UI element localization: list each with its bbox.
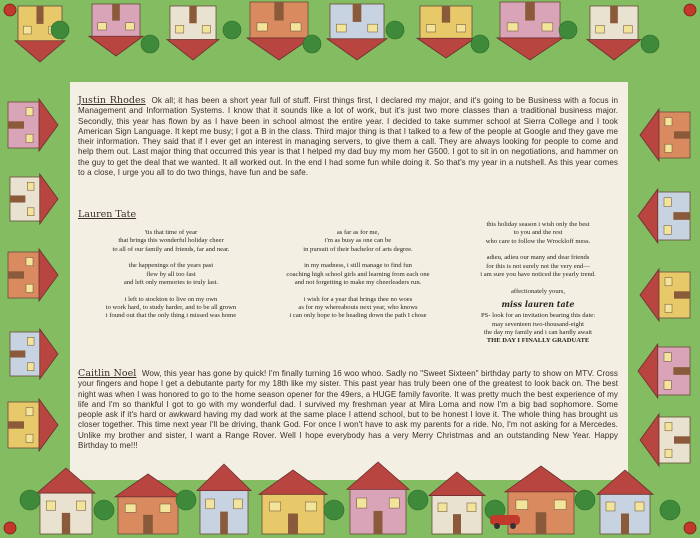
house-window [456,25,465,32]
poem-stanza: 'tis that time of year that brings this wonderful holiday cheer to all of our family and friends, far and near. [112,229,230,253]
caitlin-name: Caitlin Noel [78,368,137,379]
lauren-poem-col2 [263,229,453,329]
tree-crown [20,490,40,510]
house-door [673,367,690,375]
lauren-poem-col1 [86,229,256,329]
house-window [664,226,671,235]
justin-letter [78,96,618,178]
house-door [442,6,450,23]
house-window [269,502,280,511]
house-door [10,195,25,202]
house-window [624,25,633,33]
house-door [525,2,535,21]
house-door [674,436,690,443]
car-wheel [510,523,516,529]
house-door [220,512,228,534]
house-window [27,182,34,190]
house-window [664,198,671,207]
house-window [665,304,672,312]
house-window [507,23,518,31]
house-window [516,500,528,510]
house-window [26,108,33,116]
lauren-poem-col3 [458,221,618,346]
house-window [125,504,136,512]
lauren-ps [458,312,618,345]
house-door [621,514,629,534]
lauren-ps-text: PS- look for an invitation bearing this date: may seventeen two-thousand-eight the day my family and i can hardly await [480,312,596,336]
house-window [26,258,33,266]
poem-stanza: this holiday season i wish only the best to you and the rest who care to follow the Wrockloff mess. [485,221,591,245]
house-window [257,23,267,31]
house-window [357,498,367,508]
tree-crown [94,500,114,520]
house-window [426,25,435,32]
house-door [143,515,153,534]
tree-crown [176,490,196,510]
house-door [112,4,120,21]
house-window [126,23,135,30]
house-window [606,502,615,511]
tree-crown [575,490,595,510]
poem-stanza: i left to stockton to live on my own to work hard, to study harder, and to be all grown i found out that the only thing i missed was home [105,295,237,320]
tree-crown [660,500,680,520]
caitlin-body: Wow, this year has gone by quick! I'm finally turning 16 woo whoo. Sadly no "Sweet Sixteen" birthday party to show on MTV. Cross your fingers and hope I get a debutante party for my 18th like my sister. This past year has truly been one of the greatest to look back on. The best night was when I was honored to go to the home season opener for the 49ers, a HUGE family favorite. It was pretty much the best experience of my life and I'm so thankful I got to go with my wonderful dad. I survived my freshman year at Mira Loma and now I'm a big bad sophomore. Some people ask if it's hard or awkward having my dad work at the same place I attend school, but to be honest I love it. The whole thing has brought us closer together. This time next year I'll be driving, thank God. For once I won't have to ask my parents for a ride. No, I'm not asking for a Mercedes. Unlike my brother and sister, I want a Range Rover. Well I hope everybody has a very Merry Christmas and an outstanding New Year. Happy Birthday to me!!! [78,369,619,451]
house-door [674,131,690,138]
house-door [288,514,298,534]
rose-icon [684,522,696,534]
house-window [98,23,107,30]
house-window [336,24,346,32]
house-door [8,421,24,428]
house-window [665,144,672,152]
house-window [665,278,672,286]
poem-stanza: the happenings of the years past flew by all too fast and left only memories to truly last. [123,262,219,286]
rose-icon [4,522,16,534]
caitlin-letter [78,369,618,451]
house-door [453,514,461,534]
poem-closing: affectionately yours, [510,287,566,295]
house-window [160,504,171,512]
house-window [368,24,378,32]
house-window [26,284,33,292]
lauren-ps-graduate: THE DAY I FINALLY GRADUATE [486,337,590,345]
house-door [189,6,196,23]
house-window [596,25,605,33]
car-wheel [494,523,500,529]
house-door [610,6,618,23]
house-window [176,25,184,33]
house-door [8,121,24,128]
tree-crown [303,35,321,53]
rose-icon [684,4,696,16]
justin-body: Ok all; it has been a short year full of stuff. First things first, I declared my major, and it's going to be Business with a focus in Management and Information Systems. I know that it sounds like a lot of work, but it's just two more classes than a traditional business major. Secondly, this year has flown by as I have been in school almost the entire year. I decided to take summer school at Sierra College and I took American Sign Language. It kept me busy; I got a B in the class. Third major thing is that I talked to a few of the people at Google and they gave me their information. They said that if I ever get an interest in managing servers, to give them a call. They are always looking for people to come and help them out. Last major thing that occurred this year is that I helped my dad buy my mom her G500. I got to sit in on negotiations, and hammer on the guy to get the deal that we wanted. It all worked out. In the end I had some fun while doing it. So that's my year in a nutshell. As this year comes to a close, I urge you all to do two things, have fun and be safe. [78,96,618,178]
house-window [46,501,55,510]
house-window [635,502,644,511]
letter-content [78,88,618,474]
house-door [10,350,25,357]
house-window [542,23,553,31]
tree-crown [386,21,404,39]
house-window [26,134,33,142]
house-window [665,423,672,431]
poem-stanza: as far as for me, i'm as busy as one can be in pursuit of their bachelor of arts degree. [303,229,413,253]
house-window [467,503,476,512]
lauren-name: Lauren Tate [78,209,137,220]
house-door [374,511,383,534]
house-window [665,449,672,457]
house-window [27,363,34,371]
tree-crown [223,21,241,39]
house-window [664,381,671,390]
house-window [234,499,243,509]
house-door [674,291,690,298]
tree-crown [641,35,659,53]
poem-stanza: in my madness, i still manage to find fun coaching high school girls and learning from each one and not forgetting to make my cheerleaders run. [286,262,430,286]
tree-crown [141,35,159,53]
house-door [36,6,43,24]
house-window [389,498,399,508]
house-window [27,337,34,345]
house-window [26,434,33,442]
house-window [665,118,672,126]
house-window [206,499,215,509]
house-door [536,512,547,534]
tree-crown [559,21,577,39]
poem-stanza: i wish for a year that brings thee no woes as for my whereabouts next year, who knows i can only hope to be heading down the path I chose [289,295,427,320]
house-window [26,408,33,416]
house-door [673,212,690,220]
house-door [274,2,283,21]
tree-crown [408,490,428,510]
house-door [353,4,362,22]
house-door [62,513,70,534]
house-window [664,353,671,362]
house-window [554,500,566,510]
rose-icon [4,4,16,16]
house-window [76,501,85,510]
house-window [27,208,34,216]
house-window [438,503,447,512]
house-door [8,271,24,278]
tree-crown [51,21,69,39]
car-body [490,515,520,525]
house-window [23,26,31,34]
justin-name: Justin Rhodes [78,95,146,106]
house-window [202,25,210,33]
house-window [305,502,316,511]
tree-crown [471,35,489,53]
tree-crown [324,500,344,520]
lauren-signature: miss lauren tate [501,299,575,310]
poem-stanza: adieu, adieu our many and dear friends for this is not surely not the very end— i am sure you have noticed the yearly trend. [480,254,596,278]
house-window [291,23,301,31]
